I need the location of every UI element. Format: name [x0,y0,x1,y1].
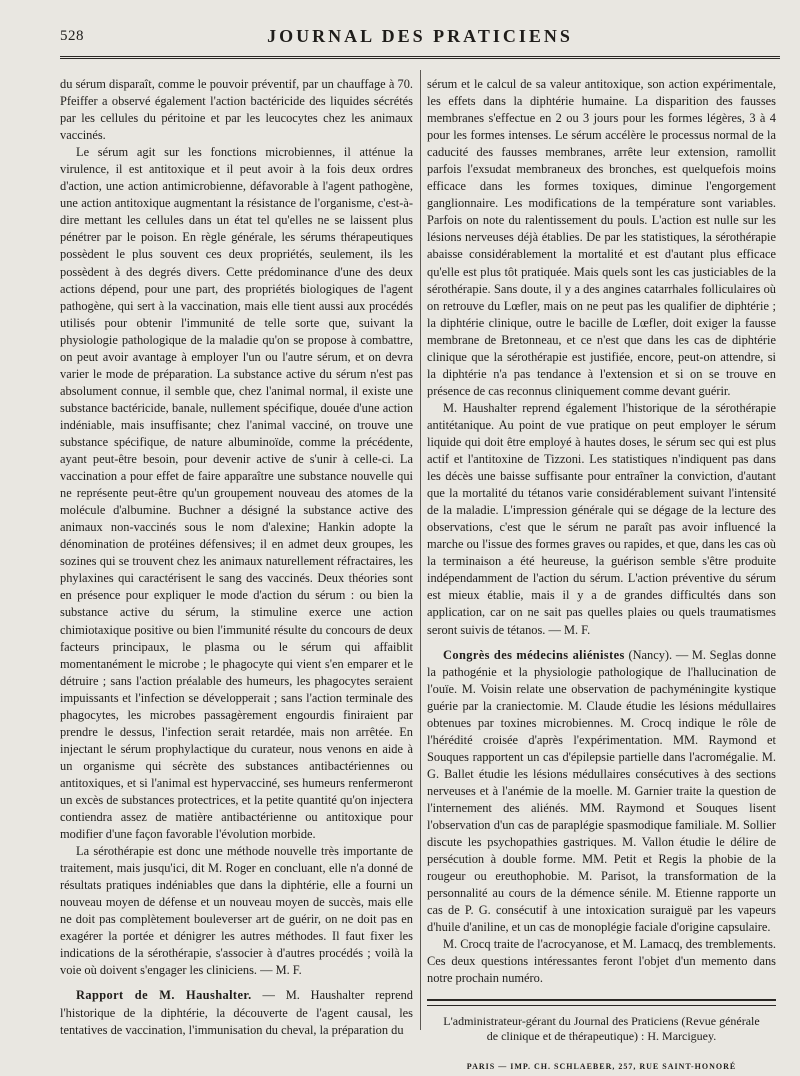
administrator-line-1: L'administrateur-gérant du Journal des Praticiens (Revue générale [443,1014,760,1029]
page-number: 528 [60,28,84,44]
left-paragraph-3: La sérothérapie est donc une méthode nouvelle très importante de traitement, mais jusqu'ici, dit M. Roger en concluant, elle n'a donné de résultats pratiques indéniables que dans la diphtérie, elle a fourni un nouveau moyen de défense et un nouveau moyen de succès, mais elle ne doit pas complètement bouleverser art de guérir, on ne doit pas en exagérer la portée et dénigrer les autres méthodes. Il faut fixer les indications de la sérothérapie, s'associer à d'autres procédés ; voilà la voie où doivent s'engager les cliniciens. — M. F. [60,844,413,978]
administrator-line-2: de clinique et de thérapeutique) : H. Marciguey. [486,1029,717,1044]
footer-rule-thin [427,1005,776,1006]
left-column [60,76,413,1039]
left-paragraph-1: du sérum disparaît, comme le pouvoir préventif, par un chauffage à 70. Pfeiffer a observé également l'action bactéricide des liquides sécrétés par les cellules du péritoine et par les leucocytes chez les animaux vaccinés. [60,77,413,143]
column-divider [420,70,421,1030]
footer-rule [427,999,776,1001]
left-paragraph-4 [60,987,413,1038]
left-paragraph-2: Le sérum agit sur les fonctions microbiennes, il atténue la virulence, il est antitoxique et il peut avoir à la fois deux ordres d'action, une action antimicrobienne, défavorable à l'agent pathogène, une action antitoxique augmentant la résistance de l'organisme, c'est-à-dire mettant les cellules dans un état tel qu'elles ne se laissent plus pénétrer par le poison. En règle générale, les sérums thérapeutiques possèdent le plus souvent ces deux propriétés, seulement, ils les possèdent à des degrés divers. Cette prédominance d'une des deux actions dépend, pour une part, des propriétés biologiques de l'agent pathogène, qui sert à la vaccination, mais elle tient aussi aux procédés utilisés pour obtenir l'immunité de telle sorte que, suivant la physiologie pathologique de la maladie qu'on se propose à combattre, on peut avoir avantage à employer l'un ou l'autre sérum, et on devra varier le mode de préparation. La substance active du sérum n'est pas absolument connue, il semble que, chez l'animal normal, il existe une substance bactéricide, banale, nullement spécifique, douée d'une action indéniable, mais insuffisante; chez l'animal vacciné, on trouve une substance spécifique, de nature albuminoïde, comme la précédente, ayant peut-être besoin, pour devenir active de s'unir à celle-ci. La vaccination a pour effet de faire apparaître une substance nouvelle qui ne représente peut-être qu'un groupement nouveau des atomes de la molécule d'albumine. Buchner a désigné la substance active des animaux non-vaccinés sous le nom d'alexine; Hankin adopte la dénomination de protéines défensives; il en admet deux groupes, les sozines qui se trouvent chez les animaux naturellement réfractaires, les phylaxines qui caractérisent le sang des vaccinés. Deux théories sont en présence pour expliquer le mode d'action du sérum : ou bien la substance active du sérum, la stimuline exerce une action chimiotaxique positive ou bien l'immunité résulte du concours de deux facteurs principaux, le plasma ou le sérum qui affaiblit momentanément le microbe ; le phagocyte qui vient s'en emparer et le détruire ; sans l'action préalable des humeurs, les phagocytes seraient impuissants et l'infection se développerait ; sans l'action terminale des phagocytes, les microbes passagèrement engourdis finiraient par prendre le dessus, l'infection serait retardée, mais non arrêtée. En injectant le sérum prophylactique du curateur, nous venons en aide à un organisme qui sécrète des substances antibactériennes ou antitoxiques, et si l'animal est hypervacciné, ses humeurs renfermeront un excès de substances protectrices, et la petite quantité qu'on injectera contiendra assez de matière antibactérienne ou antitoxique pour modifier d'une façon favorable l'évolution morbide. [60,145,413,842]
journal-title: JOURNAL DES PRATICIENS [267,26,573,46]
congress-body: (Nancy). — M. Seglas donne la pathogénie et la physiologie pathologique de l'hallucination de l'ouïe. M. Voisin relate une observation de pachyméningite kystique guérie par la craniectomie. M. Claude étudie les lésions médullaires obtenues par toxines microbiennes. M. Crocq indique le rôle de l'hérédité croisée d'après l'expérimentation. MM. Raymond et Souques rapportent un cas d'épilepsie partielle dans l'acromégalie. M. G. Ballet étudie les lésions médullaires consécutives à des sections nerveuses et à l'anémie de la moelle. M. Garnier traite la question de l'internement des aliénés. MM. Raymond et Souques lisent l'observation d'un cas de paraplégie spasmodique familiale. M. Sollier discute les psychopathies gastriques. M. Vallon étudie le délire de persécution à double forme. MM. Petit et Regis la phobie de la rougeur ou ereuthophobie. M. Parisot, la transformation de la personnalité au cours de la démence sénile. M. Etienne rapporte un cas de P. G. consécutif à une intoxication suraiguë par les vapeurs d'huile d'aniline, et un cas de monoplégie faciale d'origine capsulaire. [427,647,776,935]
page-header [60,24,780,54]
right-paragraph-2: M. Haushalter reprend également l'historique de la sérothérapie antitétanique. Au point de vue pratique on peut employer le sérum liquide qui doit être employé à hautes doses, le sérum sec qui est plus actif et l'antitoxine de Tizzoni. Les statistiques n'indiquent pas dans les décès une baisse suffisante pour entraîner la conviction, d'autant que la mortalité du tétanos varie considérablement suivant l'intensité de la maladie. L'impression générale qui se dégage de la lecture des observations, c'est que le sérum ne paraît pas avoir influencé la marche ou l'issue des formes graves ou rapides, et que, dans les cas où la terminaison a été heureuse, la guérison semble s'être produite indépendamment de l'action du sérum. L'action préventive du sérum est mieux établie, mais il y a de grandes difficultés dans son application, car on ne sait pas quelles plaies ou quels traumatismes seront suivis de tétanos. — M. F. [427,400,776,637]
congress-title: Congrès des médecins aliénistes [443,647,625,662]
haushalter-report-body: — M. Haushalter reprend l'historique de la diphtérie, la découverte de l'agent causal, les tentatives de vaccination, l'immunisation du cheval, la préparation du [60,988,414,1037]
right-paragraph-3 [427,647,776,937]
right-column [427,76,776,1076]
printer-imprint: PARIS — IMP. CH. SCHLAEBER, 257, RUE SAINT-HONORÉ [466,1062,737,1072]
haushalter-report-title: Rapport de M. Haushalter. [76,988,252,1003]
right-paragraph-4: M. Crocq traite de l'acrocyanose, et M. Lamacq, des tremblements. Ces deux questions intéressantes feront l'objet d'un memento dans notre prochain numéro. [427,937,776,986]
header-rule [60,56,780,59]
right-paragraph-1: sérum et le calcul de sa valeur antitoxique, son action expérimentale, les effets dans la diphtérie humaine. La disparition des fausses membranes s'effectue en 2 ou 3 jours pour les formes légères, 3 à 4 pour les formes intenses. Le sérum accélère le processus normal de la caducité des fausses membranes, arrête leur extension, ramollit parfois l'exsudat membraneux des bronches, est quelquefois moins efficace dans les formes toxiques, diminue l'engorgement ganglionnaire. Les modifications de la température sont variables. Parfois on note du ralentissement du pouls. L'action est nulle sur les lésions nerveuses déjà établies. De par les statistiques, la sérothérapie abaisse considérablement la mortalité et est d'autant plus efficace qu'elle est plus tôt pratiquée. Mais quels sont les cas justiciables de la sérothérapie. Sans doute, il y a des angines catarrhales folliculaires où on retrouve du Lœfler, mais on ne peut pas les qualifier de diphtérie ; la diphtérie clinique, outre le bacille de Lœfler, doit exiger la fausse membrane de Bretonneau, et ce n'est que dans les cas de diphtérie clinique que la sérothérapie est justifiée, encore, peut-on attendre, si la diphtérie n'a pas tendance à l'extension et si on se trouve en présence de cas reconnus cliniquement comme devant guérir. [427,77,776,398]
